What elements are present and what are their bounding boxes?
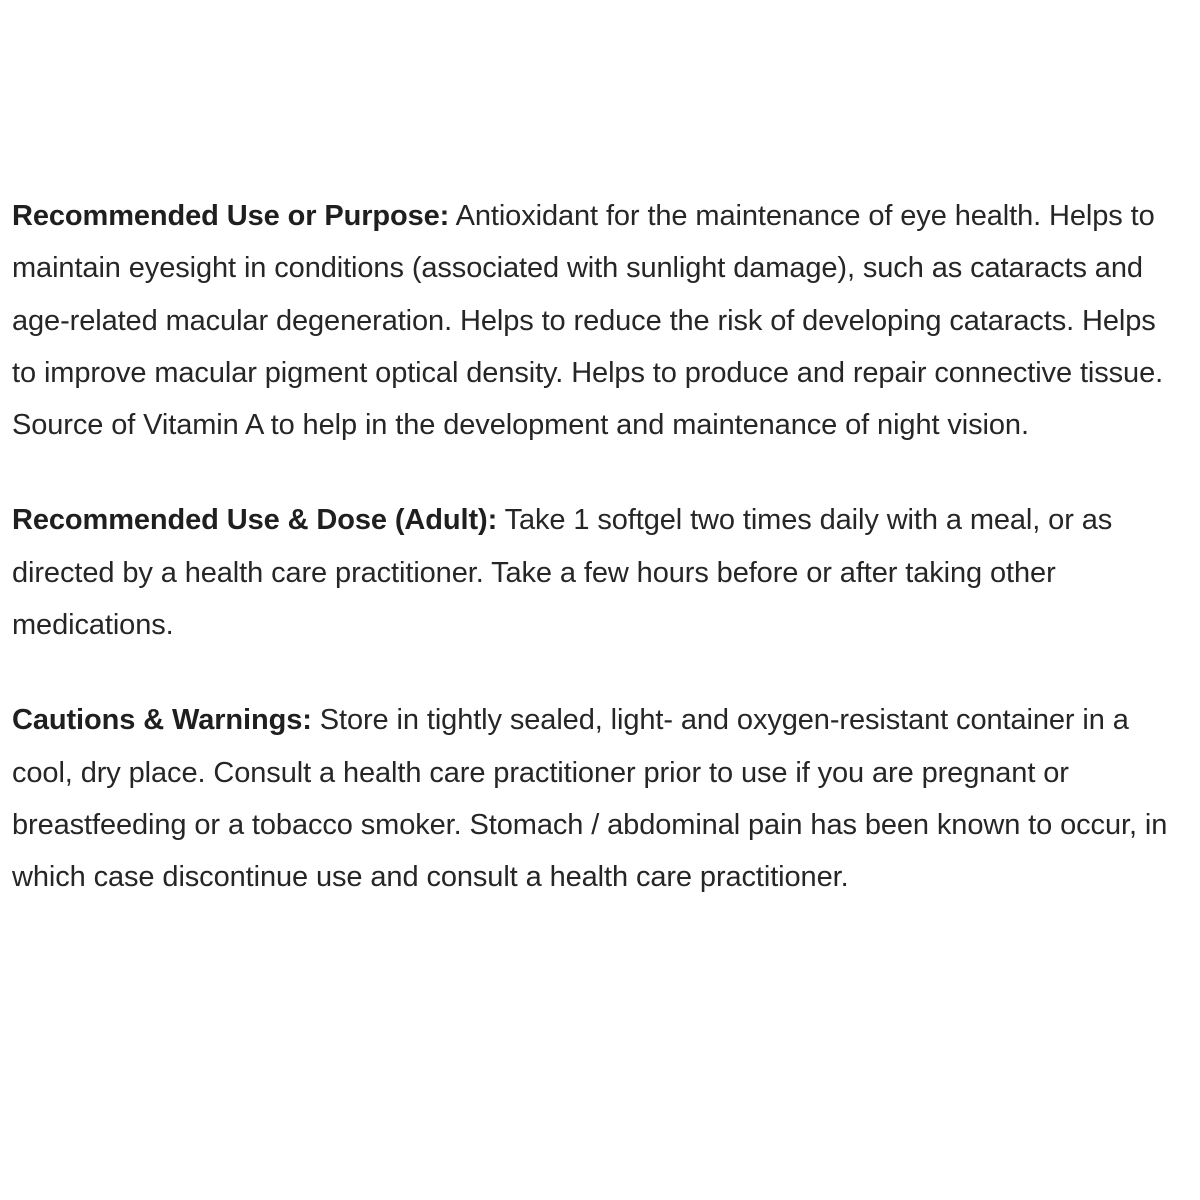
dose-text: Take 1 softgel two times daily with a meal, or as directed by a health care practitioner. Take a few hours before or after taking other medications. [12,504,1113,642]
dose-label: Recommended Use & Dose (Adult): [12,504,498,537]
cautions-label: Cautions & Warnings: [12,704,312,737]
recommended-use-label: Recommended Use or Purpose: [12,200,450,232]
cautions-section [12,694,1187,903]
product-info-text [12,190,1187,947]
recommended-use-section [12,190,1187,451]
recommended-use-text: Antioxidant for the maintenance of eye health. Helps to maintain eyesight in conditions (associated with sunlight damage), such as cataracts and age-related macular degeneration. Helps to reduce the risk of developing cataracts. Helps to improve macular pigment optical density. Helps to produce and repair connective tissue. Source of Vitamin A to help in the development and maintenance of night vision. [12,200,1164,442]
dose-section [12,494,1187,651]
cautions-text: Store in tightly sealed, light- and oxygen-resistant container in a cool, dry place. Consult a health care practitioner prior to use if you are pregnant or breastfeeding or a tobacco smoker. Stomach / abdominal pain has been known to occur, in which case discontinue use and consult a health care practitioner. [12,704,1168,894]
